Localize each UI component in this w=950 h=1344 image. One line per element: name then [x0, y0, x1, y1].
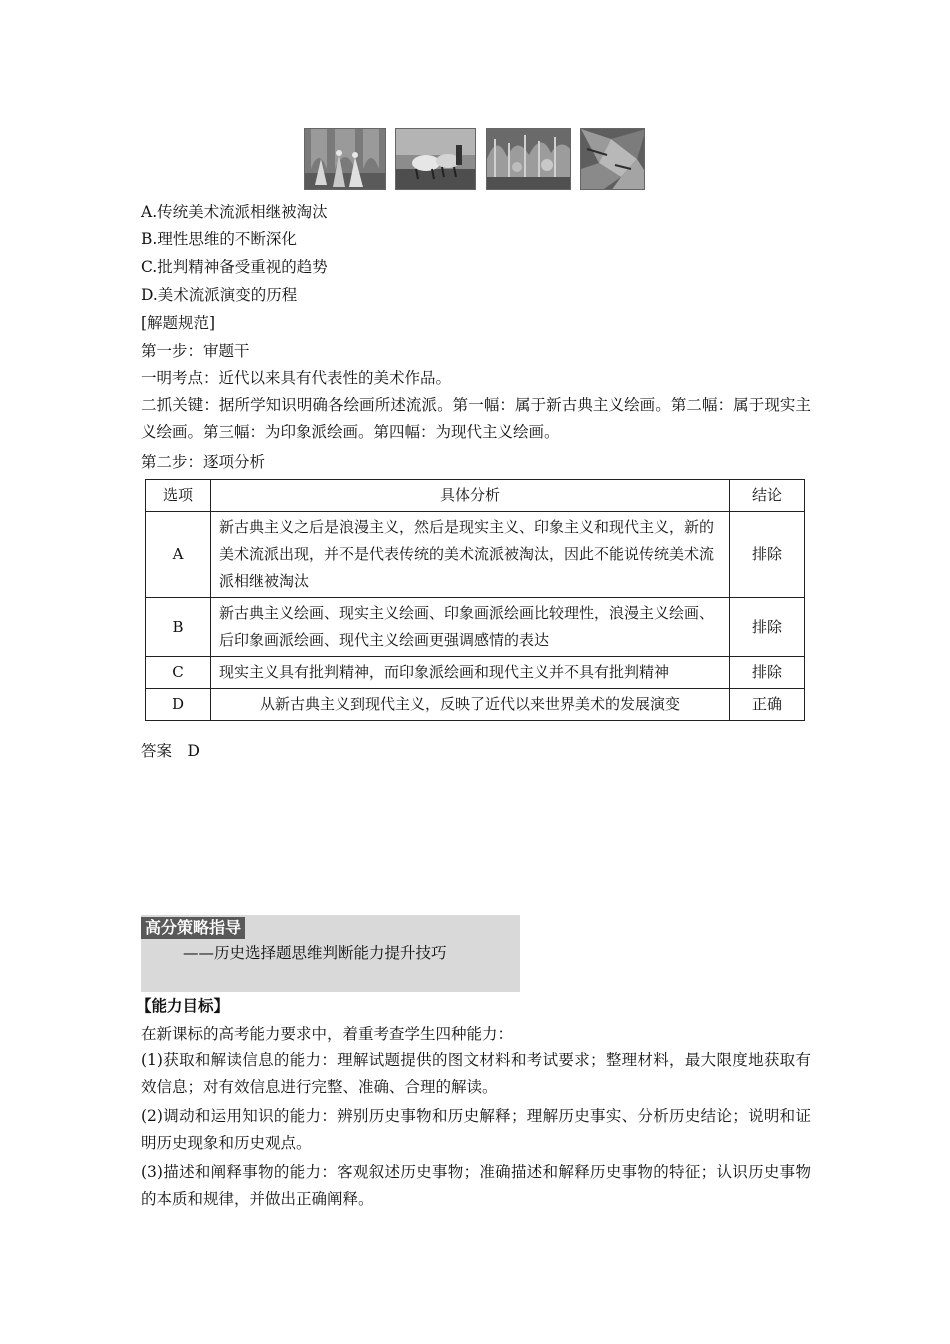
row-analysis: 从新古典主义到现代主义，反映了近代以来世界美术的发展演变 — [211, 689, 730, 721]
header-result: 结论 — [730, 480, 805, 512]
row-option: C — [146, 657, 211, 689]
row-result: 正确 — [730, 689, 805, 721]
header-option: 选项 — [146, 480, 211, 512]
option-c: C.批判精神备受重视的趋势 — [141, 258, 328, 276]
row-option: D — [146, 689, 211, 721]
key-point-one: 一明考点：近代以来具有代表性的美术作品。 — [141, 369, 452, 387]
table-row — [146, 657, 805, 689]
ability-item: (3)描述和阐释事物的能力：客观叙述历史事物；准确描述和解释历史事物的特征；认识历史事物的本质和规律，并做出正确阐释。 — [141, 1163, 811, 1208]
painting-impressionist — [486, 128, 571, 190]
option-b: B.理性思维的不断深化 — [141, 230, 297, 248]
solution-heading: [解题规范] — [141, 314, 216, 332]
banner-title: 高分策略指导 — [141, 917, 245, 939]
table-row — [146, 512, 805, 598]
row-result: 排除 — [730, 598, 805, 657]
analysis-table — [145, 479, 805, 721]
ability-intro: 在新课标的高考能力要求中，着重考查学生四种能力： — [141, 1025, 514, 1043]
table-header-row — [146, 480, 805, 512]
key-point-two: 二抓关键：据所学知识明确各绘画所述流派。第一幅：属于新古典主义绘画。第二幅：属于现实主义绘画。第三幅：为印象派绘画。第四幅：为现代主义绘画。 — [141, 396, 811, 441]
row-analysis: 现实主义具有批判精神，而印象派绘画和现代主义并不具有批判精神 — [211, 657, 730, 689]
option-d: D.美术流派演变的历程 — [141, 286, 298, 304]
row-option: B — [146, 598, 211, 657]
strategy-banner — [141, 915, 520, 992]
row-result: 排除 — [730, 512, 805, 598]
header-analysis: 具体分析 — [211, 480, 730, 512]
step-one-heading: 第一步：审题干 — [141, 342, 250, 360]
row-analysis: 新古典主义之后是浪漫主义，然后是现实主义、印象主义和现代主义，新的美术流派出现，并不是代表传统的美术流派被淘汰，因此不能说传统美术流派相继被淘汰 — [211, 512, 730, 598]
row-analysis: 新古典主义绘画、现实主义绘画、印象画派绘画比较理性，浪漫主义绘画、后印象画派绘画、现代主义绘画更强调感情的表达 — [211, 598, 730, 657]
painting-modernist — [580, 128, 645, 190]
ability-item: (2)调动和运用知识的能力：辨别历史事物和历史解释；理解历史事实、分析历史结论；说明和证明历史现象和历史观点。 — [141, 1107, 811, 1152]
option-a: A.传统美术流派相继被淘汰 — [141, 203, 328, 221]
table-row — [146, 598, 805, 657]
answer: 答案 D — [141, 742, 200, 760]
table-row — [146, 689, 805, 721]
row-option: A — [146, 512, 211, 598]
row-result: 排除 — [730, 657, 805, 689]
painting-realist — [395, 128, 476, 190]
step-two-heading: 第二步：逐项分析 — [141, 453, 266, 471]
banner-subtitle: ——历史选择题思维判断能力提升技巧 — [183, 944, 447, 962]
ability-item: (1)获取和解读信息的能力：理解试题提供的图文材料和考试要求；整理材料，最大限度地获取有效信息；对有效信息进行完整、准确、合理的解读。 — [141, 1051, 811, 1096]
ability-heading: 【能力目标】 — [136, 996, 230, 1015]
painting-neoclassical — [304, 128, 386, 190]
